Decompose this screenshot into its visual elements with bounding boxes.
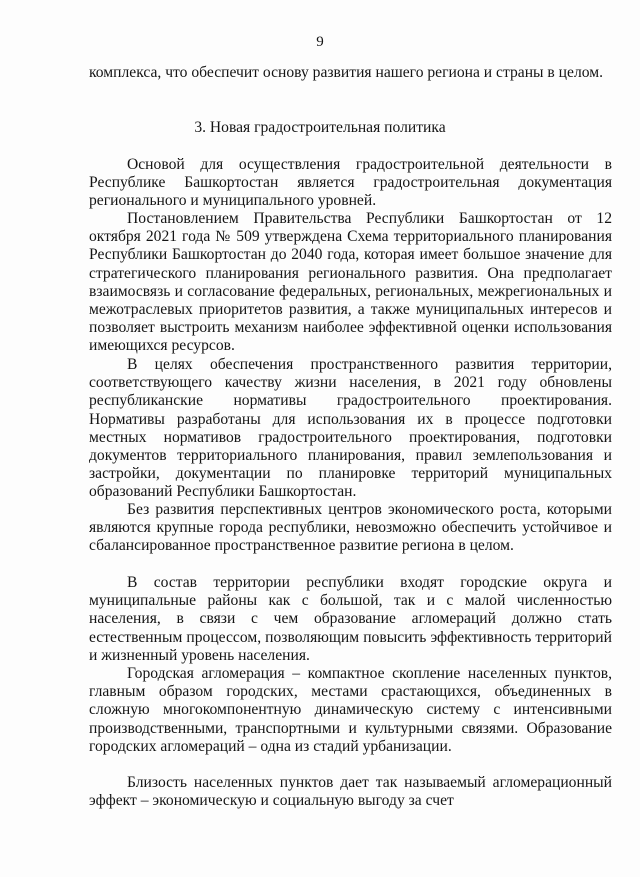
paragraph-2 [89, 210, 612, 356]
paragraph-3 [89, 356, 612, 502]
paragraph-text: Постановлением Правительства Республики Башкортостан от 12 октября 2021 года № 509 утверждена Схема территориального планирования Республики Башкортостан до 2040 года, которая имеет большое значение для стратегического планирования регионального развития. Она предполагает взаимосвязь и согласование федеральных, региональных, межрегиональных и межотраслевых приоритетов развития, а также муниципальных интересов и позволяет выстроить механизм наиболее эффективной оценки использования имеющихся ресурсов. [89, 210, 612, 355]
paragraph-4 [89, 501, 612, 556]
page-number: 9 [316, 34, 324, 50]
paragraph-text: Основой для осуществления градостроительной деятельности в Республике Башкортостан является градостроительная документация регионального и муниципального уровней. [89, 156, 612, 210]
paragraph-text: В целях обеспечения пространственного развития территории, соответствующего качеству жизни населения, в 2021 году обновлены республиканские нормативы градостроительного проектирования. Нормативы разработаны для использования их в процессе подготовки местных нормативов градостроительного проектирования, подготовки документов территориального планирования, правил землепользования и застройки, документации по планировке территорий муниципальных образований Республики Башкортостан. [89, 356, 612, 501]
paragraph-5 [89, 574, 612, 665]
section-heading: 3. Новая градостроительная политика [194, 119, 446, 136]
continuation-paragraph [89, 64, 612, 82]
continuation-text: комплекса, что обеспечит основу развития нашего региона и страны в целом. [89, 64, 603, 81]
paragraph-1 [89, 156, 612, 211]
paragraph-text: Близость населенных пунктов дает так называемый агломерационный эффект – экономическую и социальную выгоду за счет [89, 774, 612, 810]
paragraph-text: Без развития перспективных центров экономического роста, которыми являются крупные города республики, невозможно обеспечить устойчивое и сбалансированное пространственное развитие региона в целом. [89, 501, 612, 555]
paragraph-7 [89, 774, 612, 810]
paragraph-6 [89, 665, 612, 756]
paragraph-text: Городская агломерация – компактное скопление населенных пунктов, главным образом городских, местами срастающихся, объединенных в сложную многокомпонентную динамическую систему с интенсивными производственными, транспортными и культурными связями. Образование городских агломераций – одна из стадий урбанизации. [89, 665, 612, 755]
paragraph-text: В состав территории республики входят городские округа и муниципальные районы как с большой, так и с малой численностью населения, в связи с чем образование агломераций должно стать естественным процессом, позволяющим повысить эффективность территорий и жизненный уровень населения. [89, 574, 612, 664]
